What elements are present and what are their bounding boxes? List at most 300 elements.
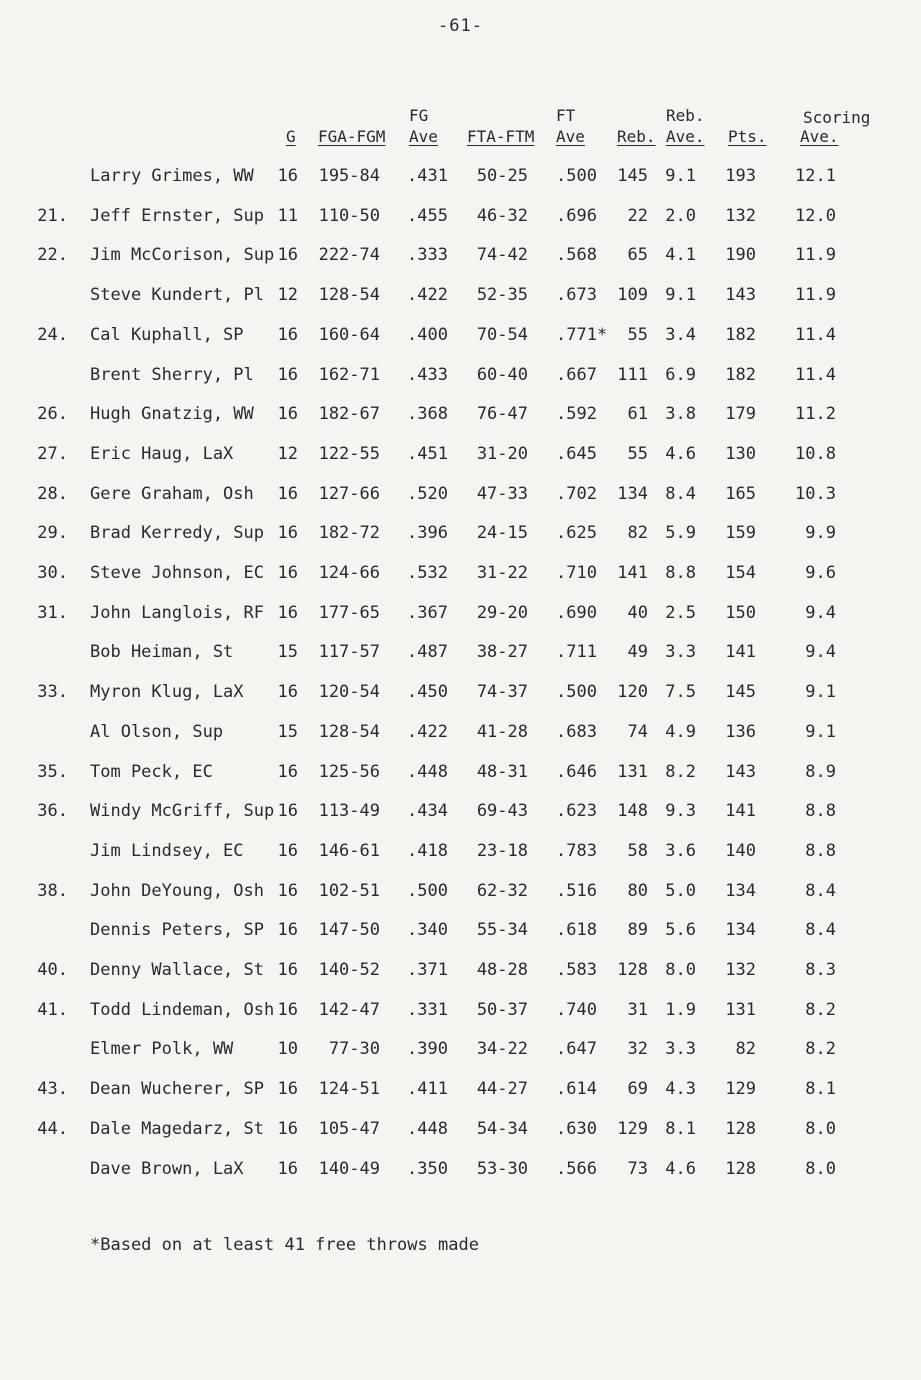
cell-reb: 22 [627, 206, 648, 226]
cell-reb-ave: 5.6 [665, 920, 696, 940]
cell-ft-ave: .711 [556, 642, 597, 662]
cell-rank: 26. [37, 404, 68, 424]
cell-fta-ftm: 29-20 [476, 603, 528, 623]
cell-reb: 55 [627, 325, 648, 345]
cell-reb-ave: 4.9 [665, 722, 696, 742]
table-row [0, 762, 921, 786]
cell-ft-ave: .592 [556, 404, 597, 424]
cell-name: Denny Wallace, St [90, 960, 264, 980]
cell-name: Myron Klug, LaX [90, 682, 244, 702]
cell-fta-ftm: 69-43 [476, 801, 528, 821]
cell-pts: 136 [725, 722, 756, 742]
cell-g: 16 [277, 1000, 298, 1020]
header-pts: Pts. [728, 127, 767, 146]
header-ft-top: FT [556, 106, 576, 125]
cell-ft-ave: .568 [556, 245, 597, 265]
cell-g: 11 [277, 206, 298, 226]
cell-name: Gere Graham, Osh [90, 484, 254, 504]
cell-scoring-ave: 8.4 [805, 881, 836, 901]
cell-pts: 128 [725, 1159, 756, 1179]
cell-name: Cal Kuphall, SP [90, 325, 244, 345]
cell-fg-ave: .448 [407, 762, 448, 782]
cell-pts: 145 [725, 682, 756, 702]
cell-scoring-ave: 11.2 [795, 404, 836, 424]
cell-reb: 109 [617, 285, 648, 305]
cell-name: Todd Lindeman, Osh [90, 1000, 275, 1020]
cell-scoring-ave: 10.3 [795, 484, 836, 504]
table-row [0, 563, 921, 587]
cell-g: 16 [277, 1119, 298, 1139]
cell-pts: 143 [725, 285, 756, 305]
cell-g: 16 [277, 682, 298, 702]
cell-fg-ave: .451 [407, 444, 448, 464]
cell-scoring-ave: 11.4 [795, 325, 836, 345]
cell-fg-ave: .422 [407, 285, 448, 305]
table-row [0, 960, 921, 984]
cell-fg-ave: .367 [407, 603, 448, 623]
cell-reb-ave: 3.6 [665, 841, 696, 861]
cell-rank: 31. [37, 603, 68, 623]
table-row [0, 801, 921, 825]
cell-rank: 43. [37, 1079, 68, 1099]
cell-rank: 27. [37, 444, 68, 464]
cell-scoring-ave: 8.9 [805, 762, 836, 782]
cell-reb-ave: 3.3 [665, 642, 696, 662]
cell-fga-fgm: 140-52 [318, 960, 380, 980]
cell-fg-ave: .333 [407, 245, 448, 265]
header-reb-top: Reb. [666, 106, 705, 125]
cell-fta-ftm: 24-15 [476, 523, 528, 543]
cell-fta-ftm: 70-54 [476, 325, 528, 345]
cell-ft-ave: .710 [556, 563, 597, 583]
cell-reb: 128 [617, 960, 648, 980]
cell-ft-ave: .630 [556, 1119, 597, 1139]
cell-scoring-ave: 8.8 [805, 841, 836, 861]
cell-fta-ftm: 48-28 [476, 960, 528, 980]
cell-g: 16 [277, 603, 298, 623]
cell-g: 16 [277, 365, 298, 385]
cell-fta-ftm: 41-28 [476, 722, 528, 742]
cell-reb: 49 [627, 642, 648, 662]
cell-ft-ave: .566 [556, 1159, 597, 1179]
cell-ft-ave: .690 [556, 603, 597, 623]
cell-fg-ave: .448 [407, 1119, 448, 1139]
cell-g: 12 [277, 285, 298, 305]
cell-reb-ave: 5.0 [665, 881, 696, 901]
cell-fga-fgm: 140-49 [318, 1159, 380, 1179]
cell-scoring-ave: 8.8 [805, 801, 836, 821]
table-row [0, 1039, 921, 1063]
cell-reb-ave: 2.0 [665, 206, 696, 226]
cell-scoring-ave: 11.9 [795, 285, 836, 305]
cell-reb-ave: 3.3 [665, 1039, 696, 1059]
table-row [0, 682, 921, 706]
cell-ft-ave: .625 [556, 523, 597, 543]
table-row [0, 325, 921, 349]
cell-g: 16 [277, 563, 298, 583]
cell-fga-fgm: 147-50 [318, 920, 380, 940]
cell-reb: 131 [617, 762, 648, 782]
cell-fta-ftm: 76-47 [476, 404, 528, 424]
cell-pts: 143 [725, 762, 756, 782]
cell-fg-ave: .418 [407, 841, 448, 861]
cell-name: John DeYoung, Osh [90, 881, 264, 901]
cell-fga-fgm: 182-72 [318, 523, 380, 543]
cell-scoring-ave: 9.6 [805, 563, 836, 583]
header-reb: Reb. [617, 127, 656, 146]
cell-pts: 134 [725, 920, 756, 940]
cell-fg-ave: .500 [407, 881, 448, 901]
table-row [0, 642, 921, 666]
cell-reb-ave: 1.9 [665, 1000, 696, 1020]
cell-fga-fgm: 222-74 [318, 245, 380, 265]
cell-fg-ave: .350 [407, 1159, 448, 1179]
cell-fg-ave: .532 [407, 563, 448, 583]
cell-ft-ave: .614 [556, 1079, 597, 1099]
cell-scoring-ave: 12.0 [795, 206, 836, 226]
cell-ft-ave: .702 [556, 484, 597, 504]
cell-fta-ftm: 38-27 [476, 642, 528, 662]
cell-fg-ave: .340 [407, 920, 448, 940]
cell-g: 16 [277, 841, 298, 861]
cell-name: Elmer Polk, WW [90, 1039, 234, 1059]
cell-name: Dean Wucherer, SP [90, 1079, 264, 1099]
cell-fta-ftm: 54-34 [476, 1119, 528, 1139]
cell-scoring-ave: 8.2 [805, 1000, 836, 1020]
cell-pts: 131 [725, 1000, 756, 1020]
cell-pts: 134 [725, 881, 756, 901]
cell-rank: 28. [37, 484, 68, 504]
cell-fg-ave: .400 [407, 325, 448, 345]
cell-fta-ftm: 44-27 [476, 1079, 528, 1099]
cell-rank: 40. [37, 960, 68, 980]
cell-name: Steve Kundert, Pl [90, 285, 264, 305]
cell-fga-fgm: 102-51 [318, 881, 380, 901]
cell-reb-ave: 5.9 [665, 523, 696, 543]
header-g: G [286, 127, 296, 146]
header-fta-ftm: FTA-FTM [467, 127, 535, 146]
cell-fta-ftm: 74-37 [476, 682, 528, 702]
cell-reb-ave: 4.1 [665, 245, 696, 265]
cell-scoring-ave: 8.0 [805, 1119, 836, 1139]
header-ft-ave: Ave [556, 127, 585, 146]
cell-fga-fgm: 110-50 [318, 206, 380, 226]
cell-g: 12 [277, 444, 298, 464]
cell-ft-ave: .646 [556, 762, 597, 782]
cell-g: 16 [277, 881, 298, 901]
cell-rank: 44. [37, 1119, 68, 1139]
cell-fg-ave: .487 [407, 642, 448, 662]
cell-name: Dennis Peters, SP [90, 920, 264, 940]
table-row [0, 1159, 921, 1183]
cell-fga-fgm: 177-65 [318, 603, 380, 623]
cell-reb-ave: 9.1 [665, 285, 696, 305]
table-row [0, 722, 921, 746]
cell-reb: 120 [617, 682, 648, 702]
cell-fta-ftm: 31-20 [476, 444, 528, 464]
cell-pts: 190 [725, 245, 756, 265]
cell-name: Larry Grimes, WW [90, 166, 254, 186]
cell-reb: 141 [617, 563, 648, 583]
cell-reb: 61 [627, 404, 648, 424]
cell-name: Steve Johnson, EC [90, 563, 264, 583]
cell-reb: 31 [627, 1000, 648, 1020]
header-scoring-top: Scoring [803, 108, 871, 127]
cell-scoring-ave: 12.1 [795, 166, 836, 186]
cell-ft-ave: .618 [556, 920, 597, 940]
cell-g: 15 [277, 722, 298, 742]
footnote: *Based on at least 41 free throws made [90, 1235, 479, 1255]
cell-ft-ave: .740 [556, 1000, 597, 1020]
cell-reb-ave: 9.3 [665, 801, 696, 821]
cell-fga-fgm: 195-84 [318, 166, 380, 186]
cell-pts: 165 [725, 484, 756, 504]
cell-name: Jeff Ernster, Sup [90, 206, 264, 226]
cell-ft-ave: .683 [556, 722, 597, 742]
table-row [0, 285, 921, 309]
cell-fga-fgm: 124-51 [318, 1079, 380, 1099]
cell-rank: 29. [37, 523, 68, 543]
cell-fga-fgm: 113-49 [318, 801, 380, 821]
cell-fga-fgm: 122-55 [318, 444, 380, 464]
cell-scoring-ave: 8.1 [805, 1079, 836, 1099]
cell-rank: 38. [37, 881, 68, 901]
cell-scoring-ave: 10.8 [795, 444, 836, 464]
cell-name: Hugh Gnatzig, WW [90, 404, 254, 424]
cell-name: Dale Magedarz, St [90, 1119, 264, 1139]
cell-scoring-ave: 9.4 [805, 603, 836, 623]
cell-rank: 41. [37, 1000, 68, 1020]
cell-g: 16 [277, 484, 298, 504]
cell-fga-fgm: 120-54 [318, 682, 380, 702]
cell-reb-ave: 8.1 [665, 1119, 696, 1139]
cell-reb: 148 [617, 801, 648, 821]
cell-ft-ave: .696 [556, 206, 597, 226]
cell-fg-ave: .520 [407, 484, 448, 504]
table-row [0, 365, 921, 389]
cell-fga-fgm: 105-47 [318, 1119, 380, 1139]
cell-fta-ftm: 47-33 [476, 484, 528, 504]
table-row [0, 1079, 921, 1103]
cell-g: 16 [277, 801, 298, 821]
table-row [0, 920, 921, 944]
cell-ft-ave: .516 [556, 881, 597, 901]
cell-g: 16 [277, 523, 298, 543]
cell-g: 16 [277, 404, 298, 424]
cell-fg-ave: .455 [407, 206, 448, 226]
table-row [0, 484, 921, 508]
cell-fta-ftm: 60-40 [476, 365, 528, 385]
cell-reb-ave: 8.0 [665, 960, 696, 980]
cell-reb-ave: 4.6 [665, 444, 696, 464]
cell-rank: 22. [37, 245, 68, 265]
cell-pts: 193 [725, 166, 756, 186]
cell-fg-ave: .434 [407, 801, 448, 821]
table-row [0, 404, 921, 428]
cell-reb: 111 [617, 365, 648, 385]
cell-reb: 32 [627, 1039, 648, 1059]
cell-ft-ave: .667 [556, 365, 597, 385]
header-fg-ave: Ave [409, 127, 438, 146]
cell-fga-fgm: 77-30 [328, 1039, 380, 1059]
cell-reb-ave: 7.5 [665, 682, 696, 702]
cell-ft-ave: .647 [556, 1039, 597, 1059]
header-fg-top: FG [409, 106, 429, 125]
cell-ft-ave: .673 [556, 285, 597, 305]
cell-reb: 82 [627, 523, 648, 543]
cell-rank: 24. [37, 325, 68, 345]
cell-pts: 159 [725, 523, 756, 543]
cell-reb-ave: 3.4 [665, 325, 696, 345]
cell-pts: 141 [725, 801, 756, 821]
cell-reb-ave: 8.4 [665, 484, 696, 504]
cell-g: 16 [277, 960, 298, 980]
cell-pts: 150 [725, 603, 756, 623]
cell-rank: 21. [37, 206, 68, 226]
cell-g: 16 [277, 325, 298, 345]
table-row [0, 245, 921, 269]
cell-fga-fgm: 128-54 [318, 722, 380, 742]
cell-scoring-ave: 11.4 [795, 365, 836, 385]
cell-name: Jim McCorison, Sup [90, 245, 275, 265]
cell-name: Bob Heiman, St [90, 642, 234, 662]
cell-pts: 82 [735, 1039, 756, 1059]
cell-reb: 65 [627, 245, 648, 265]
cell-fg-ave: .371 [407, 960, 448, 980]
cell-reb: 58 [627, 841, 648, 861]
cell-scoring-ave: 8.3 [805, 960, 836, 980]
cell-reb: 74 [627, 722, 648, 742]
cell-g: 16 [277, 166, 298, 186]
cell-reb-ave: 4.3 [665, 1079, 696, 1099]
cell-reb: 69 [627, 1079, 648, 1099]
table-row [0, 444, 921, 468]
cell-name: Brent Sherry, Pl [90, 365, 254, 385]
cell-scoring-ave: 11.9 [795, 245, 836, 265]
cell-fg-ave: .433 [407, 365, 448, 385]
cell-reb: 89 [627, 920, 648, 940]
cell-reb-ave: 2.5 [665, 603, 696, 623]
cell-scoring-ave: 8.4 [805, 920, 836, 940]
cell-reb-ave: 8.2 [665, 762, 696, 782]
cell-ft-ave: .771* [556, 325, 608, 345]
cell-scoring-ave: 8.2 [805, 1039, 836, 1059]
cell-ft-ave: .783 [556, 841, 597, 861]
cell-fta-ftm: 52-35 [476, 285, 528, 305]
page-number: -61- [438, 16, 483, 36]
cell-name: Tom Peck, EC [90, 762, 213, 782]
cell-pts: 182 [725, 365, 756, 385]
cell-reb: 129 [617, 1119, 648, 1139]
cell-reb: 40 [627, 603, 648, 623]
cell-fga-fgm: 182-67 [318, 404, 380, 424]
table-row [0, 166, 921, 190]
cell-fta-ftm: 55-34 [476, 920, 528, 940]
cell-fga-fgm: 162-71 [318, 365, 380, 385]
cell-g: 15 [277, 642, 298, 662]
cell-g: 16 [277, 762, 298, 782]
cell-ft-ave: .645 [556, 444, 597, 464]
header-scoring-ave: Ave. [800, 127, 839, 146]
cell-g: 16 [277, 245, 298, 265]
cell-pts: 154 [725, 563, 756, 583]
cell-fg-ave: .396 [407, 523, 448, 543]
cell-reb-ave: 4.6 [665, 1159, 696, 1179]
cell-ft-ave: .500 [556, 682, 597, 702]
cell-reb: 134 [617, 484, 648, 504]
cell-fta-ftm: 48-31 [476, 762, 528, 782]
cell-fg-ave: .450 [407, 682, 448, 702]
cell-fta-ftm: 23-18 [476, 841, 528, 861]
cell-fga-fgm: 128-54 [318, 285, 380, 305]
cell-name: Brad Kerredy, Sup [90, 523, 264, 543]
cell-ft-ave: .583 [556, 960, 597, 980]
cell-fg-ave: .368 [407, 404, 448, 424]
cell-fg-ave: .390 [407, 1039, 448, 1059]
cell-rank: 33. [37, 682, 68, 702]
header-reb-ave: Ave. [666, 127, 705, 146]
cell-rank: 30. [37, 563, 68, 583]
cell-fta-ftm: 53-30 [476, 1159, 528, 1179]
cell-fga-fgm: 124-66 [318, 563, 380, 583]
cell-ft-ave: .623 [556, 801, 597, 821]
cell-pts: 132 [725, 206, 756, 226]
cell-fga-fgm: 142-47 [318, 1000, 380, 1020]
cell-fg-ave: .431 [407, 166, 448, 186]
cell-scoring-ave: 9.1 [805, 722, 836, 742]
cell-name: Eric Haug, LaX [90, 444, 234, 464]
cell-reb: 80 [627, 881, 648, 901]
cell-name: Jim Lindsey, EC [90, 841, 244, 861]
cell-pts: 128 [725, 1119, 756, 1139]
cell-g: 10 [277, 1039, 298, 1059]
cell-fta-ftm: 50-37 [476, 1000, 528, 1020]
cell-fg-ave: .411 [407, 1079, 448, 1099]
cell-fga-fgm: 125-56 [318, 762, 380, 782]
table-row [0, 523, 921, 547]
cell-reb-ave: 3.8 [665, 404, 696, 424]
cell-name: Al Olson, Sup [90, 722, 224, 742]
cell-pts: 182 [725, 325, 756, 345]
header-fga-fgm: FGA-FGM [318, 127, 386, 146]
cell-fta-ftm: 34-22 [476, 1039, 528, 1059]
cell-g: 16 [277, 1159, 298, 1179]
cell-scoring-ave: 9.9 [805, 523, 836, 543]
cell-reb: 55 [627, 444, 648, 464]
cell-ft-ave: .500 [556, 166, 597, 186]
table-row [0, 603, 921, 627]
cell-g: 16 [277, 920, 298, 940]
cell-fta-ftm: 46-32 [476, 206, 528, 226]
cell-pts: 130 [725, 444, 756, 464]
cell-reb-ave: 9.1 [665, 166, 696, 186]
cell-pts: 140 [725, 841, 756, 861]
cell-pts: 129 [725, 1079, 756, 1099]
cell-scoring-ave: 8.0 [805, 1159, 836, 1179]
cell-scoring-ave: 9.1 [805, 682, 836, 702]
cell-pts: 141 [725, 642, 756, 662]
cell-fta-ftm: 62-32 [476, 881, 528, 901]
cell-fta-ftm: 31-22 [476, 563, 528, 583]
cell-pts: 179 [725, 404, 756, 424]
cell-fga-fgm: 127-66 [318, 484, 380, 504]
cell-g: 16 [277, 1079, 298, 1099]
cell-fta-ftm: 74-42 [476, 245, 528, 265]
table-row [0, 206, 921, 230]
table-row [0, 1119, 921, 1143]
cell-rank: 36. [37, 801, 68, 821]
cell-reb: 145 [617, 166, 648, 186]
